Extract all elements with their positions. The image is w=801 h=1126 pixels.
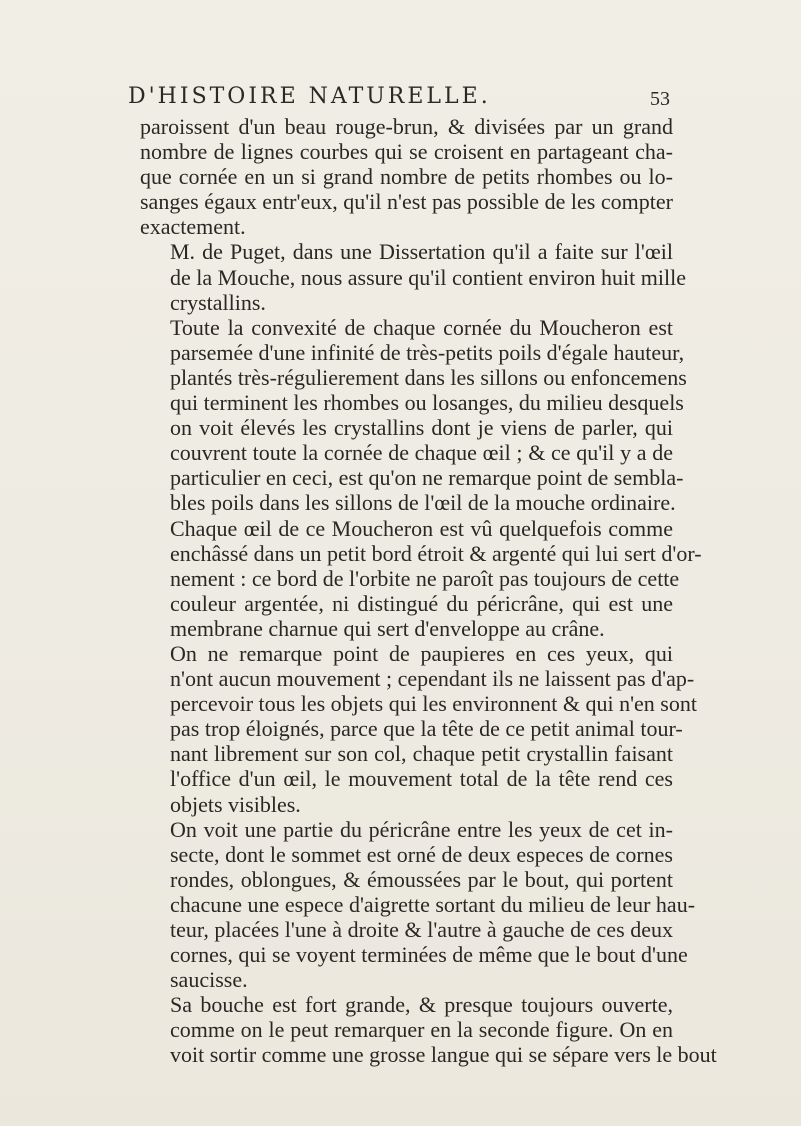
text-line: exactement.: [140, 214, 246, 240]
text-line: nement : ce bord de l'orbite ne paroît pas toujours de cette: [170, 565, 680, 591]
paragraph: [140, 239, 686, 315]
text-line: enchâssé dans un petit bord étroit & argenté qui lui sert d'or-: [170, 540, 702, 566]
text-line: Chaque œil de ce Moucheron est vû quelquefois comme: [170, 515, 673, 541]
text-line: objets visibles.: [170, 791, 301, 817]
text-line: voit sortir comme une grosse langue qui se sépare vers le bout: [170, 1042, 717, 1068]
text-line: Sa bouche est fort grande, & presque toujours ouverte,: [170, 992, 673, 1018]
text-line: paroissent d'un beau rouge-brun, & divisées par un grand: [140, 114, 673, 139]
paragraph: [140, 314, 687, 516]
text-line: nombre de lignes courbes qui se croisent en partageant cha-: [140, 139, 673, 165]
text-line: couvrent toute la cornée de chaque œil ; & ce qu'il y a de: [170, 440, 673, 466]
text-line: particulier en ceci, est qu'on ne remarque point de sembla-: [170, 465, 684, 491]
text-line: crystallins.: [170, 289, 266, 315]
paragraph: [140, 114, 673, 239]
text-line: sanges égaux entr'eux, qu'il n'est pas possible de les compter: [140, 189, 673, 215]
text-line: comme on le peut remarquer en la seconde figure. On en: [170, 1017, 673, 1043]
paragraph: [140, 640, 697, 817]
text-line: secte, dont le sommet est orné de deux especes de cornes: [170, 841, 673, 867]
text-line: nant librement sur son col, chaque petit crystallin faisant: [170, 741, 673, 767]
text-line: chacune une espece d'aigrette sortant du milieu de leur hau-: [170, 891, 696, 917]
text-line: couleur argentée, ni distingué du péricrâne, qui est une: [170, 590, 673, 616]
text-line: plantés très-régulierement dans les sillons ou enfoncemens: [170, 364, 687, 390]
text-line: l'office d'un œil, le mouvement total de la tête rend ces: [170, 766, 673, 792]
text-line: cornes, qui se voyent terminées de même que le bout d'une: [170, 942, 688, 968]
text-line: On voit une partie du péricrâne entre les yeux de cet in-: [170, 816, 673, 842]
page-number: 53: [650, 88, 670, 110]
text-line: membrane charnue qui sert d'enveloppe au crâne.: [170, 615, 605, 641]
text-line: On ne remarque point de paupieres en ces yeux, qui: [170, 640, 673, 666]
text-line: Toute la convexité de chaque cornée du Moucheron est: [170, 314, 673, 340]
paragraph: [140, 816, 696, 993]
text-line: rondes, oblongues, & émoussées par le bout, qui portent: [170, 866, 673, 892]
text-line: on voit élevés les crystallins dont je viens de parler, qui: [170, 415, 673, 441]
text-line: percevoir tous les objets qui les environnent & qui n'en sont: [170, 691, 697, 717]
running-title: D'HISTOIRE NATURELLE.: [128, 84, 491, 109]
text-line: bles poils dans les sillons de l'œil de la mouche ordinaire.: [170, 490, 676, 516]
text-line: saucisse.: [170, 967, 248, 993]
paragraph: [140, 515, 702, 641]
text-line: parsemée d'une infinité de très-petits poils d'égale hauteur,: [170, 339, 685, 365]
text-line: M. de Puget, dans une Dissertation qu'il a faite sur l'œil: [170, 239, 673, 265]
text-line: n'ont aucun mouvement ; cependant ils ne laissent pas d'ap-: [170, 666, 695, 692]
text-line: de la Mouche, nous assure qu'il contient environ huit mille: [170, 264, 686, 290]
body-text: [140, 114, 717, 1068]
text-line: qui terminent les rhombes ou losanges, du milieu desquels: [170, 390, 684, 416]
paragraph: [140, 992, 717, 1068]
text-line: pas trop éloignés, parce que la tête de ce petit animal tour-: [170, 716, 683, 742]
text-line: que cornée en un si grand nombre de petits rhombes ou lo-: [140, 164, 673, 190]
page-header: [128, 84, 670, 116]
text-line: teur, placées l'une à droite & l'autre à gauche de ces deux: [170, 917, 673, 942]
